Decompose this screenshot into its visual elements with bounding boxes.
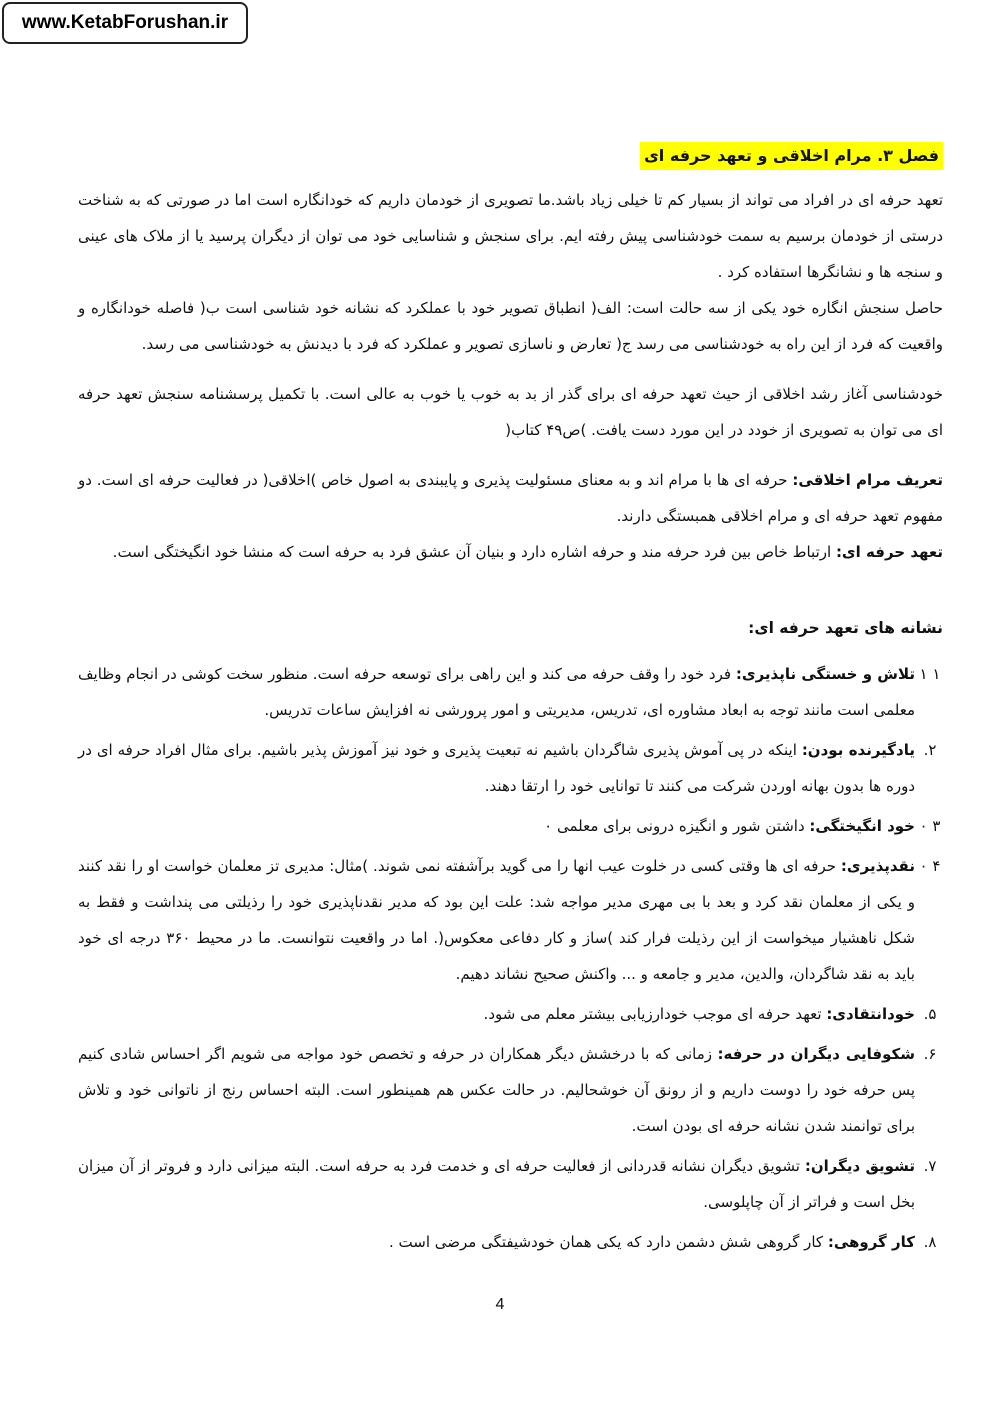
list-item-term: کار گروهی:: [827, 1233, 915, 1251]
chapter-title: فصل ۳. مرام اخلاقی و تعهد حرفه ای: [640, 142, 943, 170]
list-item-number: ۸.: [923, 1233, 937, 1251]
list-item-term: تلاش و خستگی ناپذیری:: [735, 665, 915, 683]
list-item-number: ۵.: [923, 1005, 937, 1023]
definition-ethics: [78, 462, 943, 534]
list-item-text: تعهد حرفه ای موجب خودارزیابی بیشتر معلم می شود.: [483, 1005, 827, 1023]
definition-commitment-text: ارتباط خاص بین فرد حرفه مند و حرفه اشاره دارد و بنیان آن عشق فرد به حرفه است که منشا خود انگیختگی است.: [112, 543, 836, 561]
list-item-number: ۳ ۰: [919, 817, 941, 835]
definition-ethics-text: حرفه ای ها با مرام اند و به معنای مسئولیت پذیری و پایبندی به اصول خاص )اخلاقی( در فعالیت حرفه ای است. دو مفهوم تعهد حرفه ای و مرام اخلاقی همبستگی دارند.: [78, 471, 943, 525]
section-heading: نشانه های تعهد حرفه ای:: [748, 619, 943, 637]
list-item-number: ۶.: [923, 1045, 937, 1063]
list-item-term: خود انگیختگی:: [809, 817, 915, 835]
list-item: [78, 1036, 943, 1144]
list-item-text: فرد خود را وقف حرفه می کند و این راهی برای توسعه حرفه است. منظور سخت کوشی در انجام وظایف معلمی است مانند توجه به ابعاد مشاوره ای، تدریس، مدیریتی و امور پرورشی نه افزایش ساعات تدریس.: [78, 665, 915, 719]
self-knowledge-paragraph: خودشناسی آغاز رشد اخلاقی از حیث تعهد حرفه ای برای گذر از بد به خوب یا خوب به عالی است. با تکمیل پرسشنامه سنجش تعهد حرفه ای می توان به تصویری از خودد در این مورد دست یافت. )ص۴۹ کتاب(: [78, 385, 943, 439]
list-item-number: ۲.: [923, 741, 937, 759]
definition-ethics-term: تعریف مرام اخلاقی:: [792, 471, 943, 489]
page-number: 4: [495, 1296, 505, 1313]
list-item-term: یادگیرنده بودن:: [801, 741, 915, 759]
list-item: [78, 1148, 943, 1220]
list-item-text: اینکه در پی آموش پذیری شاگردان باشیم نه تبعیت پذیری و خود نیز آموزش پذیر باشیم. برای مثال افراد حرفه ای در دوره ها بدون بهانه اوردن شرکت می کنند تا توانایی خود را ارتقا دهند.: [78, 741, 915, 795]
list-item-text: زمانی که با درخشش دیگر همکاران در حرفه و تخصص خود مواجه می شویم اگر احساس شادی کنیم پس حرفه خود را دوست داریم و از رونق آن خوشحالیم. در حالت عکس هم همینطور است. البته احساس رنج از ناتوانی خود و تلاش برای توانمند شدن نشانه حرفه ای بودن است.: [78, 1045, 915, 1135]
commitment-signs-list: [78, 656, 943, 1260]
list-item-text: کار گروهی شش دشمن دارد که یکی همان خودشیفتگی مرضی است .: [388, 1233, 828, 1251]
list-item-number: ۷.: [923, 1157, 937, 1175]
list-item-text: داشتن شور و انگیزه درونی برای معلمی ۰: [544, 817, 810, 835]
list-item-text: تشویق دیگران نشانه قدردانی از فعالیت حرفه ای و خدمت فرد به حرفه است. البته میزانی دارد و فروتر از آن میزان بخل است و فراتر از آن چاپلوسی.: [78, 1157, 915, 1211]
list-item: [78, 848, 943, 992]
list-item-term: خودانتقادی:: [826, 1005, 915, 1023]
intro-paragraph: تعهد حرفه ای در افراد می تواند از بسیار کم تا خیلی زیاد باشد.ما تصویری از خودمان داریم که خودانگاره است اما در صورتی که به شناخت درستی از خودمان برسیم به سمت خودشناسی پیش رفته ایم. برای سنجش و شناسایی خود می توان از دیگران پرسید یا از ملاک های عینی و سنجه ها و نشانگرها استفاده کرد .: [78, 191, 943, 281]
definition-commitment: [78, 534, 943, 570]
list-item: [78, 732, 943, 804]
list-item: [78, 996, 943, 1032]
self-image-paragraph: حاصل سنجش انگاره خود یکی از سه حالت است: الف( انطباق تصویر خود با عملکرد که نشانه خود شناسی است ب( فاصله خودانگاره و واقعیت که فرد از این راه به خودشناسی می رسد ج( تعارض و ناسازی تصویر و عملکرد که فرد با دیدنش به خودشناسی می رسد.: [78, 299, 943, 353]
list-item-term: تشویق دیگران:: [804, 1157, 915, 1175]
list-item-number: ۴ ۰: [919, 857, 941, 875]
list-item: [78, 656, 943, 728]
list-item-text: حرفه ای ها وقتی کسی در خلوت عیب انها را می گوید برآشفته نمی شوند. )مثال: مدیری تز معلمان خواست او را نقد کنند و یکی از معلمان نقد کرد و بعد با بی مهری مدیر مواجه شد: علت این بود که مدیر نقدناپذیری خود را رذیلتی می پنداشت و فقط به شکل ناهشیار میخواست از این رذیلت فرار کند )ساز و کار دفاعی معکوس(. اما در واقعیت نتوانست. ما در محیط ۳۶۰ درجه ای خود باید به نقد شاگردان، والدین، مدیر و جامعه و ... واکنش صحیح نشاند دهیم.: [78, 857, 916, 983]
list-item-term: نقدپذیری:: [840, 857, 915, 875]
site-watermark: www.KetabForushan.ir: [2, 2, 248, 44]
list-item: [78, 808, 943, 844]
list-item: [78, 1224, 943, 1260]
list-item-term: شکوفایی دیگران در حرفه:: [717, 1045, 916, 1063]
definition-commitment-term: تعهد حرفه ای:: [835, 543, 943, 561]
page-content: [78, 138, 943, 1260]
list-item-number: ۱ ۱: [919, 665, 941, 683]
